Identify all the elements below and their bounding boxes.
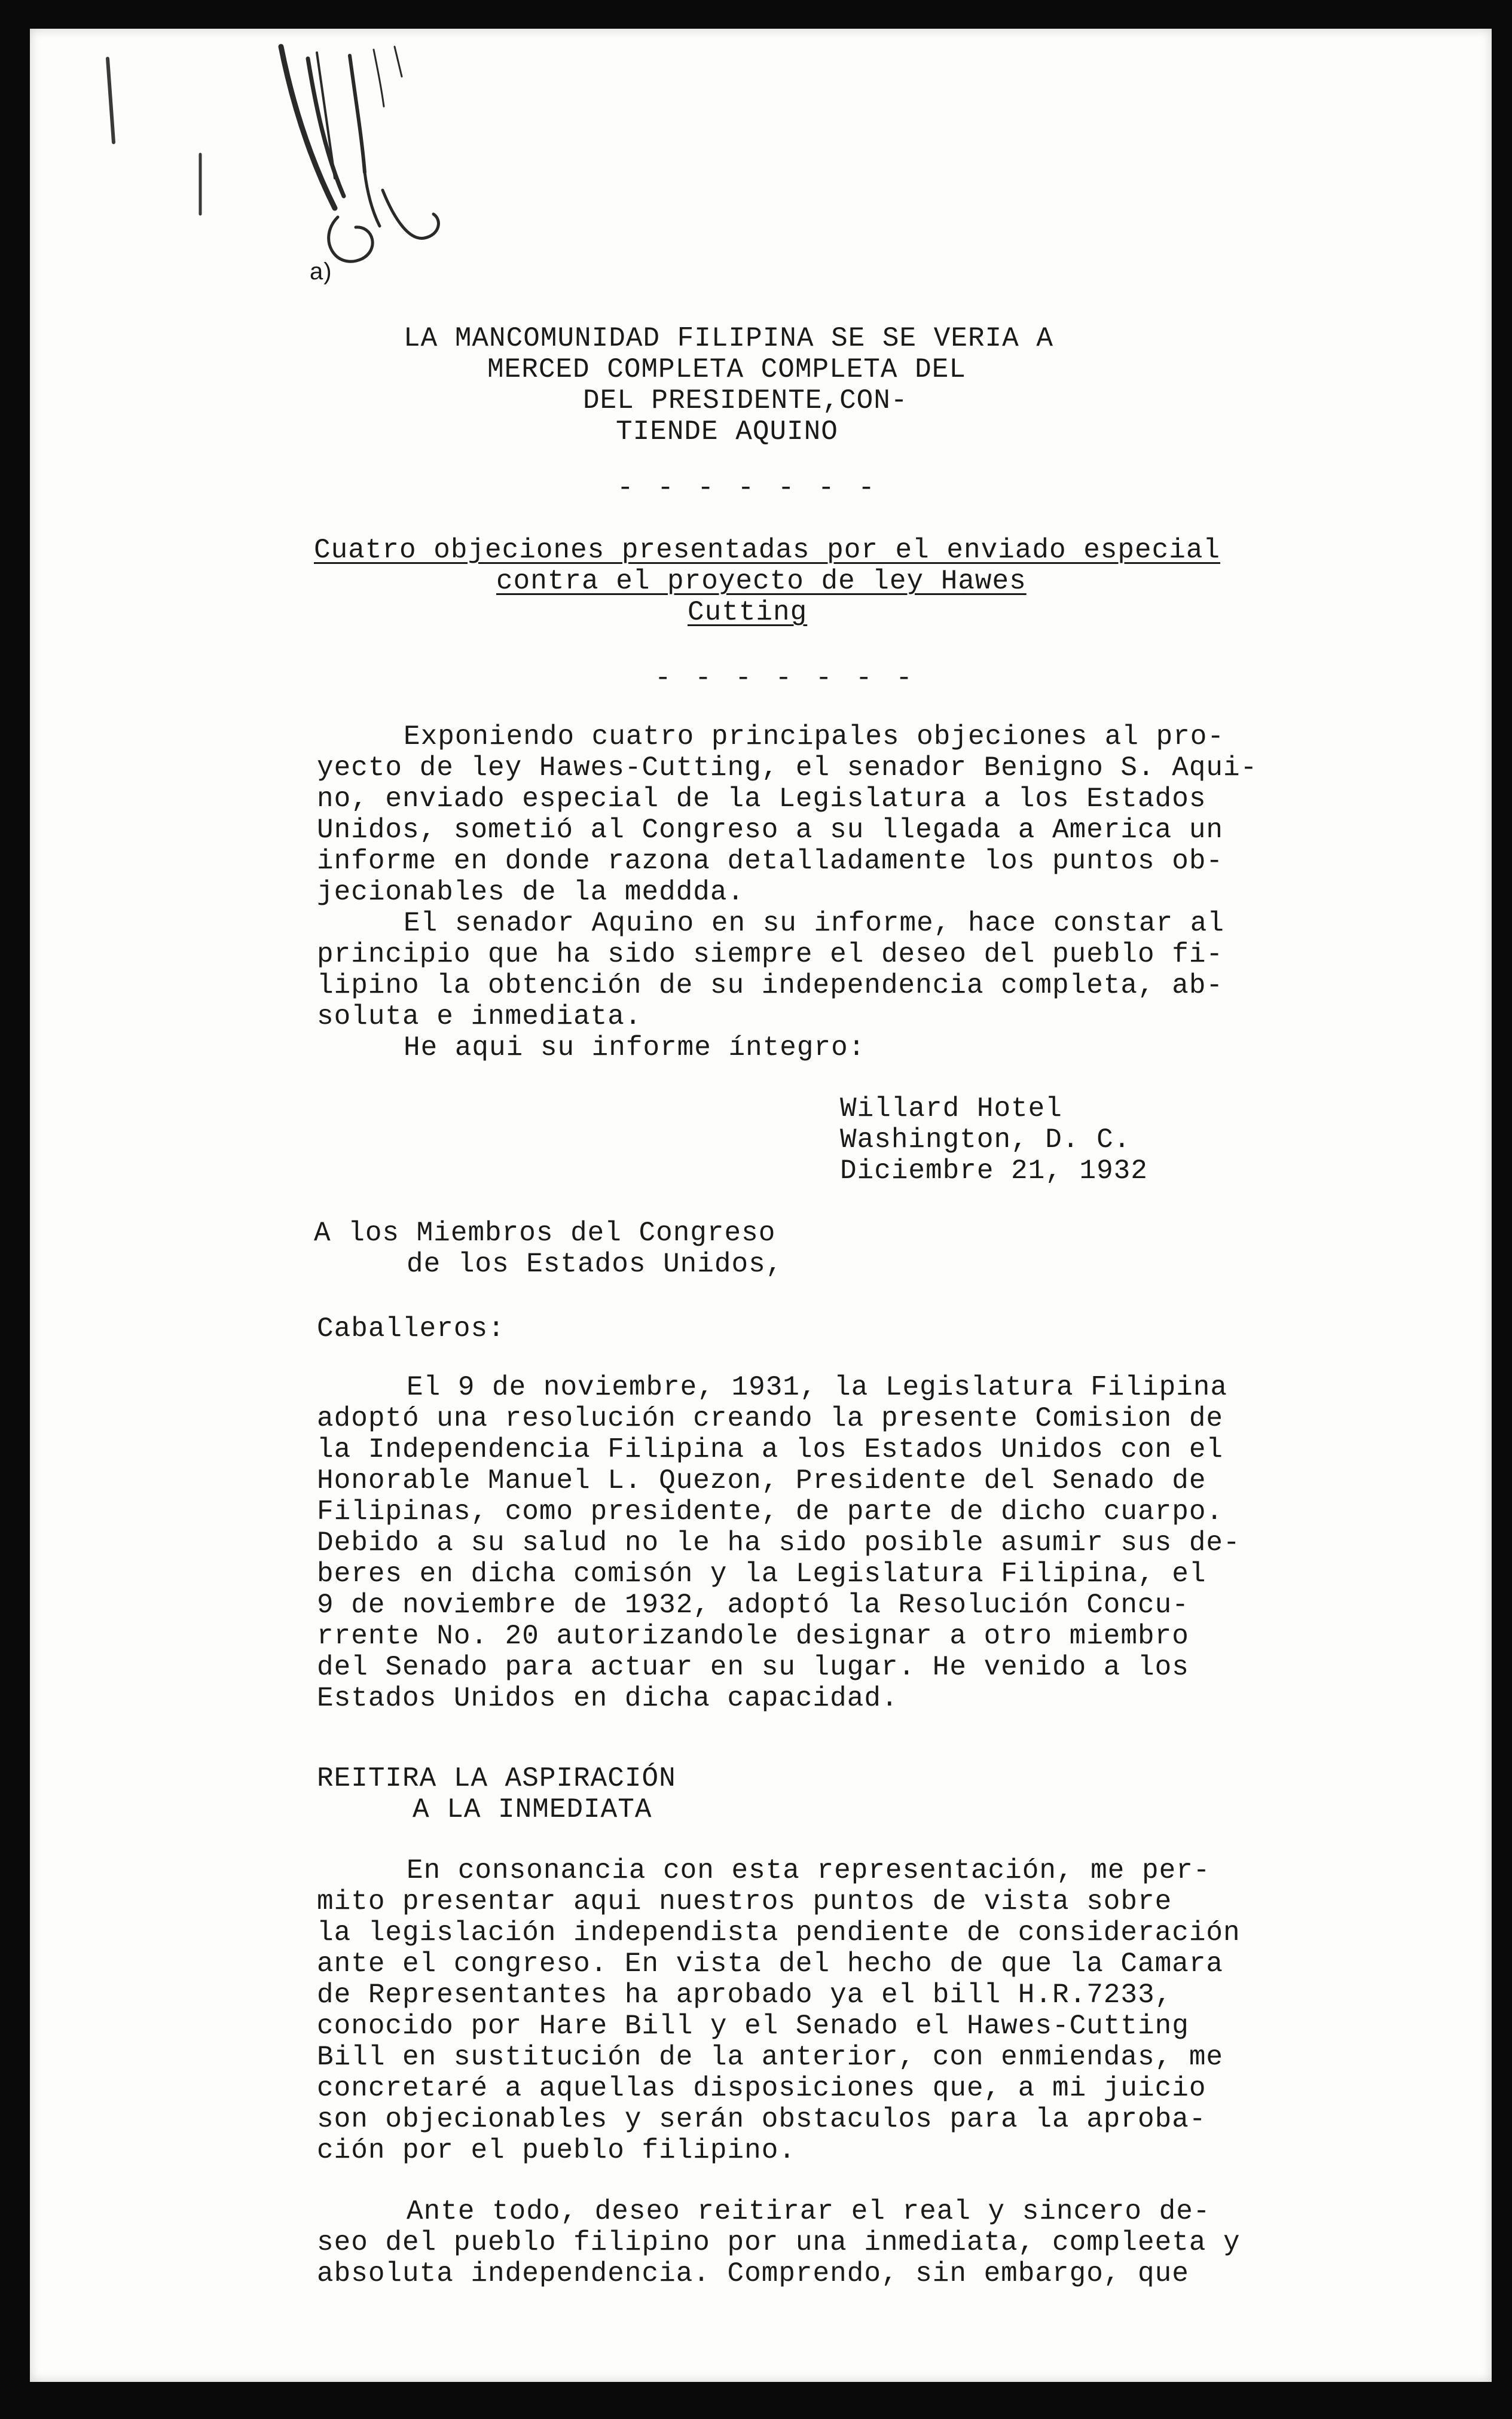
paragraph2-line: conocido por Hare Bill y el Senado el Hawes-Cutting [317,2011,1189,2042]
paragraph1-line: Filipinas, como presidente, de parte de dicho cuarpo. [317,1496,1224,1527]
paragraph1-line: Honorable Manuel L. Quezon, Presidente del Senado de [317,1465,1206,1496]
dateline-city: Washington, D. C. [840,1124,1131,1155]
pencil-tick [191,148,209,220]
paragraph1-line: rrente No. 20 autorizandole designar a otro miembro [317,1621,1189,1652]
paragraph2-line: Bill en sustitución de la anterior, con enmiendas, me [317,2042,1224,2073]
subheadline-line-1: Cuatro objeciones presentadas por el enviado especial [314,535,1221,566]
subheadline-line-2: contra el proyecto de ley Hawes [496,566,1027,597]
paragraph3-line: Ante todo, deseo reitirar el real y sincero de- [407,2196,1211,2227]
addressee-line-1: A los Miembros del Congreso [314,1218,776,1249]
intro-line: no, enviado especial de la Legislatura a los Estados [317,783,1206,815]
paragraph2-line: mito presentar aqui nuestros puntos de vista sobre [317,1886,1172,1917]
intro-line: principio que ha sido siempre el deseo del pueblo fi- [317,939,1224,970]
paragraph3-line: seo del pueblo filipino por una inmediata, compleeta y [317,2227,1241,2258]
section-heading-line-1: REITIRA LA ASPIRACIÓN [317,1763,676,1794]
intro-line: informe en donde razona detalladamente los puntos ob- [317,846,1224,877]
typewritten-page [30,29,1492,2382]
paragraph1-line: beres en dicha comisón y la Legislatura Filipina, el [317,1558,1206,1590]
intro-line: yecto de ley Hawes-Cutting, el senador Benigno S. Aqui- [317,752,1258,783]
paragraph2-line: ción por el pueblo filipino. [317,2135,796,2166]
paragraph1-line: Debido a su salud no le ha sido posible asumir sus de- [317,1527,1241,1558]
headline-line-1: LA MANCOMUNIDAD FILIPINA SE SE VERIA A [404,323,1053,354]
separator: - - - - - - - [617,472,878,504]
paragraph2-line: son objecionables y serán obstaculos para la aproba- [317,2104,1206,2135]
paragraph2-line: de Representantes ha aprobado ya el bill H.R.7233, [317,1979,1172,2011]
paragraph1-line: la Independencia Filipina a los Estados Unidos con el [317,1434,1224,1465]
headline-line-2: MERCED COMPLETA COMPLETA DEL [487,354,966,385]
intro-line: jecionables de la meddda. [317,877,745,908]
headline-line-4: TIENDE AQUINO [616,416,838,447]
intro-line: Exponiendo cuatro principales objeciones al pro- [404,721,1225,752]
paragraph2-line: ante el congreso. En vista del hecho de que la Camara [317,1948,1224,1979]
paragraph3-line: absoluta independencia. Comprendo, sin embargo, que [317,2258,1189,2289]
intro-line: He aqui su informe íntegro: [404,1032,866,1063]
dateline-hotel: Willard Hotel [840,1093,1062,1124]
paragraph1-line: Estados Unidos en dicha capacidad. [317,1683,899,1714]
paragraph1-line: adoptó una resolución creando la presente Comision de [317,1403,1224,1434]
intro-line: soluta e inmediata. [317,1001,642,1032]
subheadline-line-3: Cutting [688,597,808,628]
margin-note: a) [310,258,332,285]
intro-line: El senador Aquino en su informe, hace constar al [404,908,1225,939]
intro-line: lipino la obtención de su independencia completa, ab- [317,970,1224,1001]
paragraph2-line: la legislación independista pendiente de consideración [317,1917,1241,1948]
paragraph1-line: 9 de noviembre de 1932, adoptó la Resolución Concu- [317,1590,1189,1621]
paragraph1-line: del Senado para actuar en su lugar. He venido a los [317,1652,1189,1683]
addressee-line-2: de los Estados Unidos, [407,1249,783,1280]
intro-line: Unidos, sometió al Congreso a su llegada a America un [317,815,1224,846]
paragraph1-line: El 9 de noviembre, 1931, la Legislatura Filipina [407,1372,1228,1403]
paragraph2-line: concretaré a aquellas disposiciones que, a mi juicio [317,2073,1206,2104]
dateline-date: Diciembre 21, 1932 [840,1155,1148,1186]
handwritten-mark [245,35,496,310]
section-heading-line-2: A LA INMEDIATA [413,1794,652,1825]
pencil-stroke [96,53,132,148]
paragraph2-line: En consonancia con esta representación, me per- [407,1855,1211,1886]
salutation: Caballeros: [317,1313,505,1344]
separator-2: - - - - - - - [655,663,916,694]
headline-line-3: DEL PRESIDENTE,CON- [583,385,908,416]
